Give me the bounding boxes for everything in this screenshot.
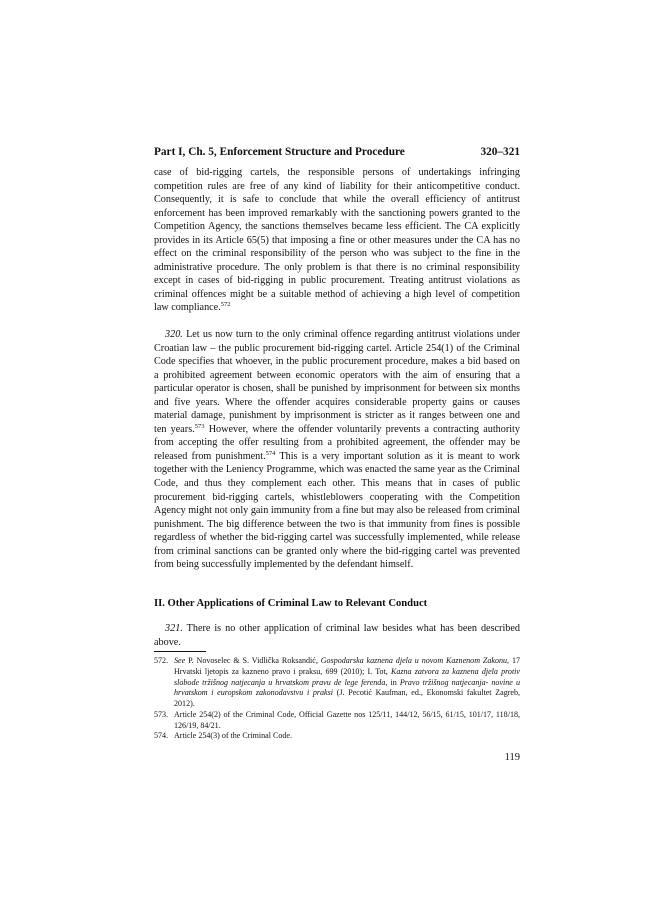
footnote-number: 574. [154,731,169,741]
footnote-574 [154,731,520,742]
footnote-number: 573. [154,709,169,719]
footnote-text: Article 254(2) of the Criminal Code, Official Gazette nos 125/11, 144/12, 56/15, 61/15, 101/17, 118/18, 126/19, 84/21. [174,709,520,730]
footnote-number: 572. [154,656,169,665]
running-head-chapter: Part I, Ch. 5, Enforcement Structure and Procedure [154,146,405,158]
paragraph-number: 320. [165,329,183,341]
footnote-text: Article 254(3) of the Criminal Code. [174,731,292,741]
continued-paragraph: case of bid-rigging cartels, the responsible persons of undertakings infringing competition rules are free of any kind of liability for their anticompetitive conduct. Consequently, it is safe to conclude that while the overall efficiency of antitrust enforcement has been improved remarkably with the sanctioning powers granted to the Competition Agency, the sanctions themselves became less efficient. The CA explicitly provides in its Article 65(5) that imposing a fine or other measures under the CA has no effect on the criminal responsibility of the person who was subject to the fine in the administrative procedure. The only problem is that there is no criminal responsibility except in cases of bid-rigging in public procurement. Treating antitrust violations as criminal offences might be a suitable method of achieving a high level of competition law compliance.$^{572}$ [154,167,520,314]
page-number: 119 [504,752,520,763]
paragraph-number: 321. [165,623,183,635]
section-heading: II. Other Applications of Criminal Law to Relevant Conduct [154,597,428,609]
footnote-divider [154,651,206,652]
running-head-paragraph-range: 320–321 [480,146,520,158]
paragraph-321: 321. There is no other application of criminal law besides what has been described above. [154,623,520,648]
footnote-ref[interactable]: 573 [194,422,205,430]
footnote-ref[interactable]: 574 [265,449,276,457]
body-text [154,166,520,650]
footnote-572 [154,656,520,710]
running-head [154,145,520,159]
footnote-text: See P. Novoselec & S. Vidlička Roksandić, Gospodarska kaznena djela u novom Kaznenom Zakonu, 17 Hrvatski ljetopis za kazneno pravo i praksu, 699 (2010); I. Tot, Kazna zatvora za kaznena djela protiv slobode tržišnog natjecanja u hrvatskom pravu de lege ferenda, in Pravo tržišnog natjecanja- novine u hrvatskom i europskom zakonodavstvu i praksi (J. Pecotić Kaufman, ed., Ekonomski fakultet Zagreb, 2012). [174,656,521,708]
footnote-573 [154,710,520,732]
footnote-ref[interactable]: 572 [220,301,231,309]
paragraph-320: 320. Let us now turn to the only criminal offence regarding antitrust violations under Croatian law – the public procurement bid-rigging cartel. Article 254(1) of the Criminal Code specifies that whoever, in the public procurement procedure, makes a bid based on a prohibited agreement between economic operators with the aim of ensuring that a particular operator is chosen, shall be punished by imprisonment for between six months and five years. Where the offender acquires considerable property gains or causes material damage, punishment by imprisonment is stricter as it ranges between one and ten years.$^{573}$ However, where the offender voluntarily prevents a contracting authority from accepting the offer resulting from a prohibited agreement, the offender may be released from punishment.$^{574}$ This is a very important solution as it is meant to work together with the Leniency Programme, which was enacted the same year as the Criminal Code, and thus they complement each other. This means that in cases of public procurement bid-rigging cartels, whistleblowers cooperating with the Competition Agency might not only gain immunity from a fine but may also be released from criminal punishment. The big difference between the two is that immunity from fines is possible regardless of whether the bid-rigging cartel was successfully implemented, while release from criminal sanctions can be granted only where the bid-rigging cartel was prevented from being successfully implemented by the defendant himself. [154,329,521,571]
footnotes [154,656,520,742]
